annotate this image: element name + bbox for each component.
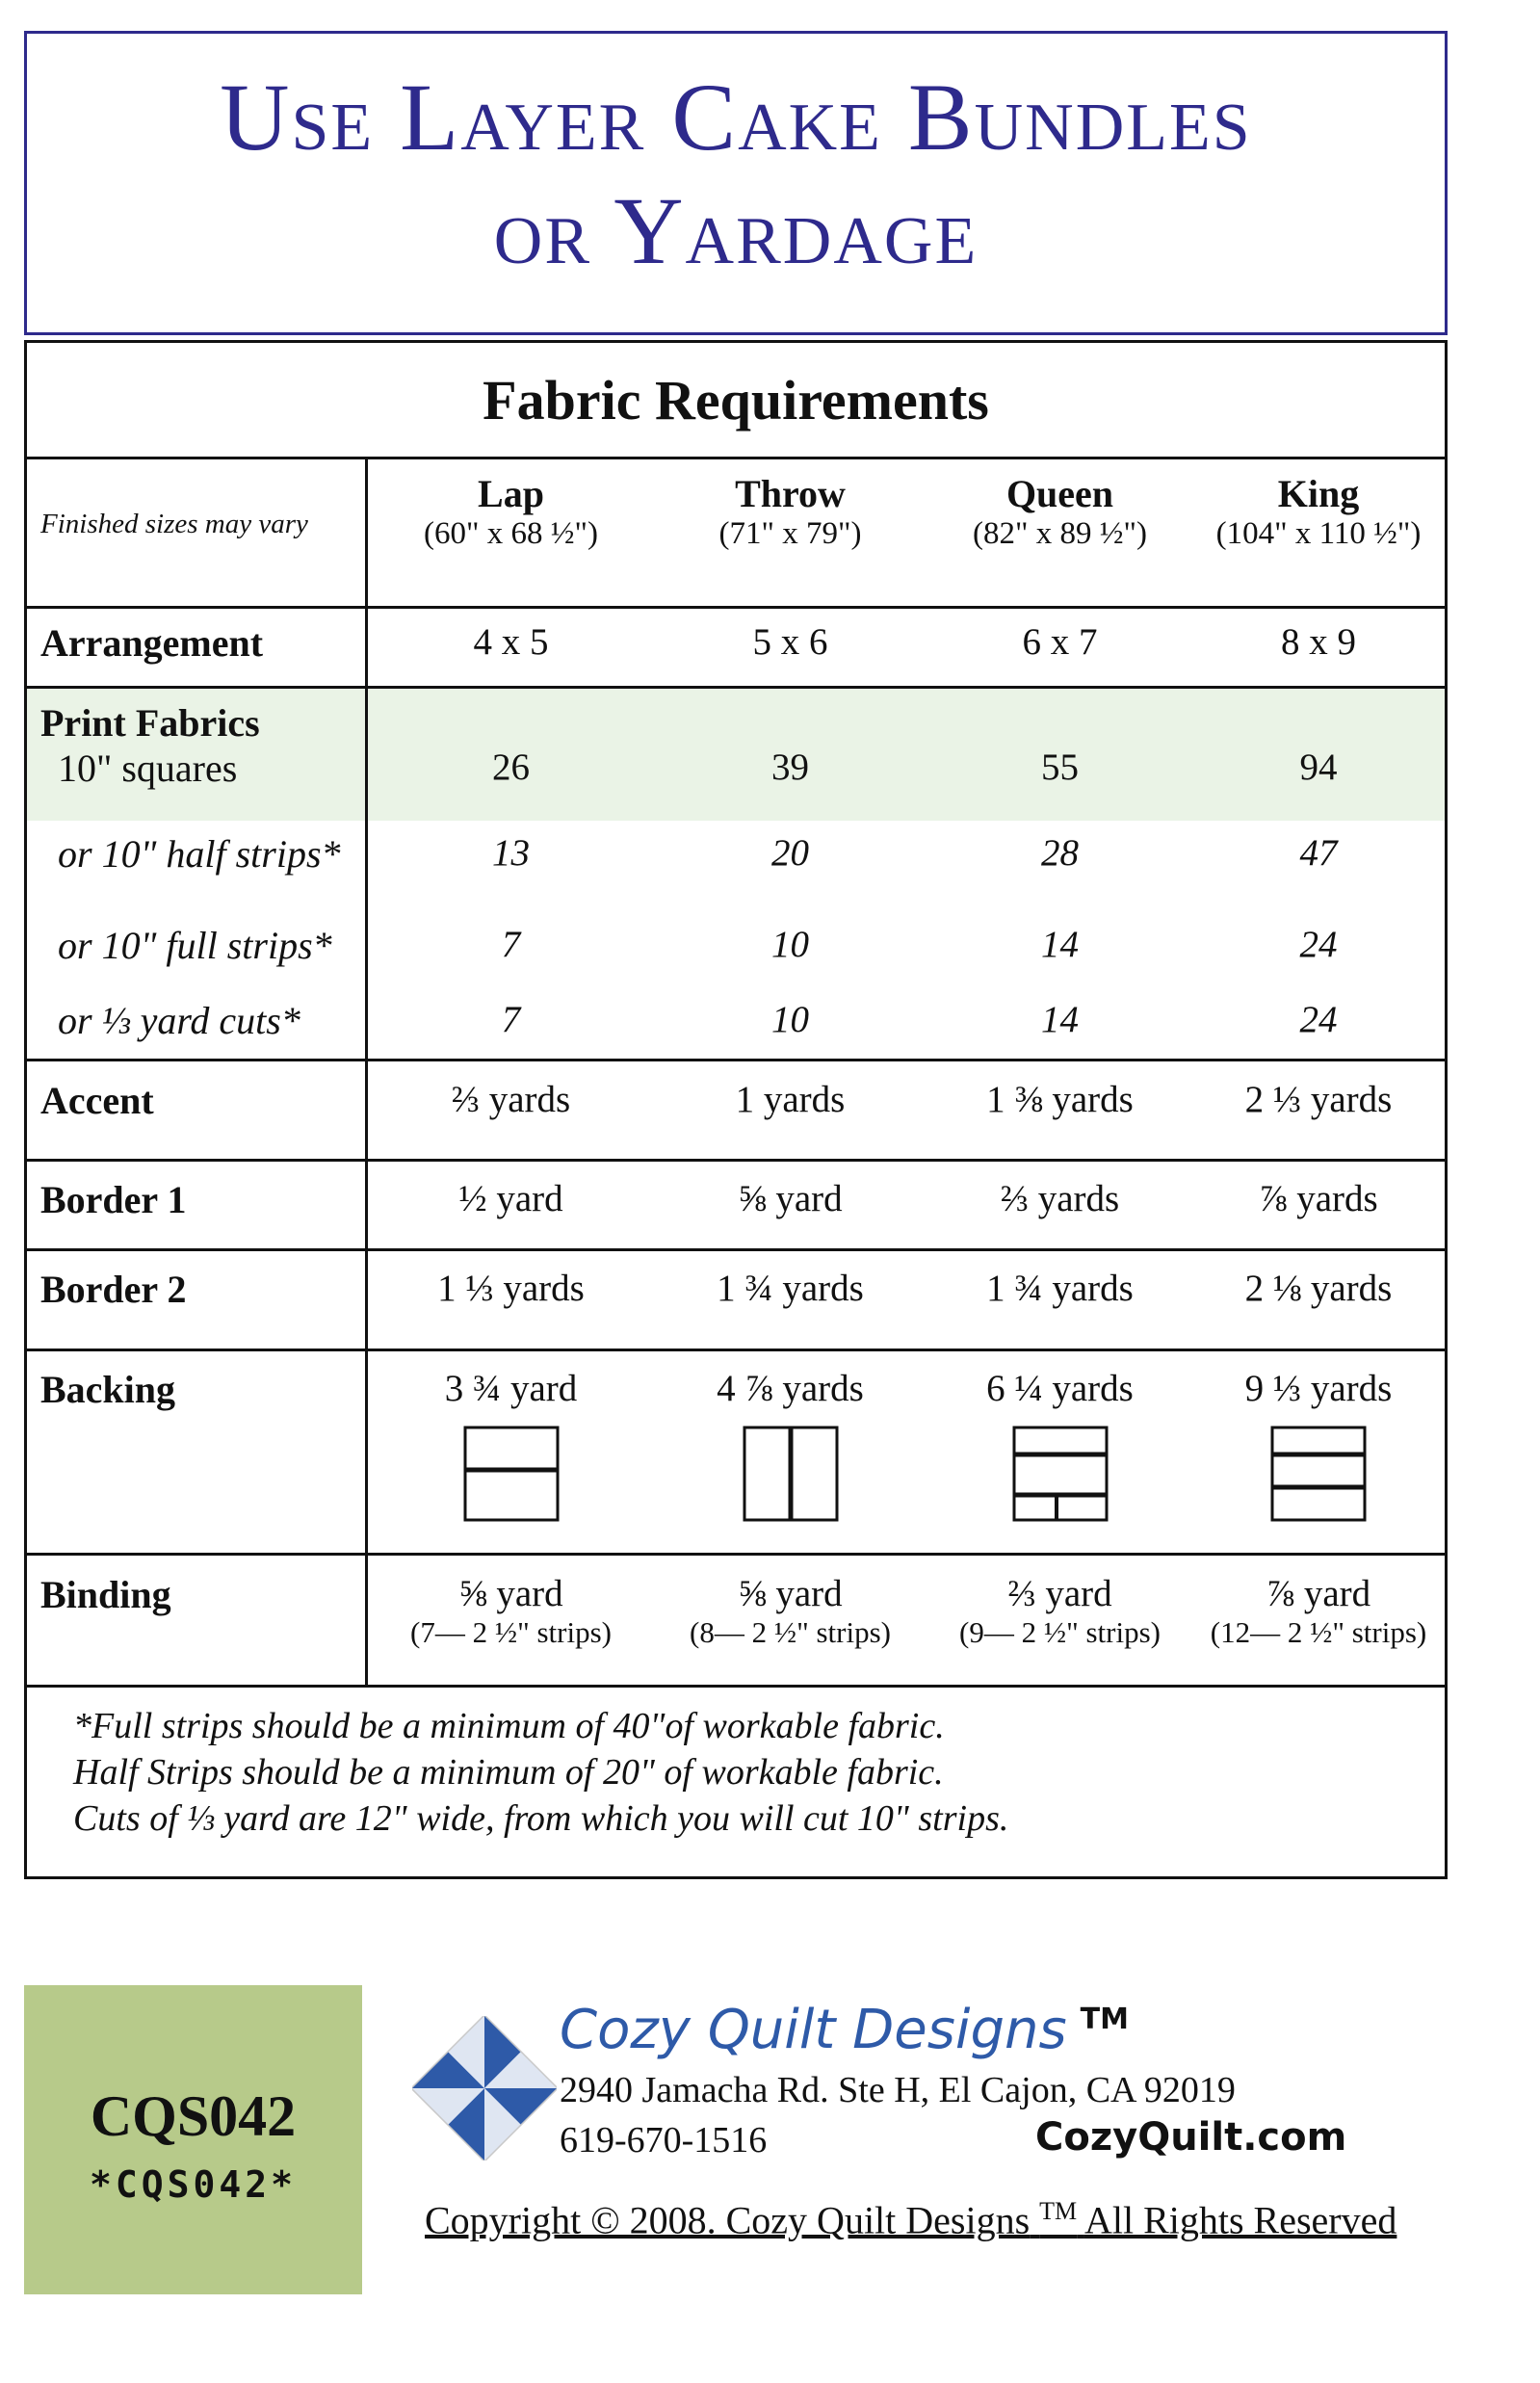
binding-label: Binding <box>40 1573 171 1616</box>
backing-cell-throw <box>653 1367 927 1522</box>
third-yard-label: or ⅓ yard cuts* <box>58 999 300 1042</box>
size-queen <box>927 471 1192 552</box>
accent-value: 1 yards <box>735 1079 846 1120</box>
accent-value: 1 ⅜ yards <box>986 1079 1134 1120</box>
backing-cell-lap <box>369 1367 653 1522</box>
page-title <box>27 61 1445 288</box>
binding-strips: (7— 2 ½" strips) <box>410 1615 612 1649</box>
divider <box>27 1059 1445 1061</box>
border1-value: ⅔ yards <box>1000 1178 1120 1219</box>
product-code: CQS042 <box>90 2084 297 2148</box>
border1-value: ⅝ yard <box>738 1178 843 1219</box>
size-name: Lap <box>478 472 544 515</box>
border1-value: ⅞ yards <box>1259 1178 1378 1219</box>
third-yard-value: 14 <box>1041 999 1079 1040</box>
divider <box>27 686 1445 689</box>
binding-strips: (8— 2 ½" strips) <box>690 1615 891 1649</box>
third-yard-value: 7 <box>501 999 521 1040</box>
half-strips-value: 47 <box>1299 832 1338 874</box>
size-name: King <box>1277 472 1360 515</box>
backing-diagram-icon <box>1012 1426 1109 1522</box>
accent-value: 2 ⅓ yards <box>1244 1079 1393 1120</box>
binding-value: ⅔ yard <box>1007 1573 1112 1614</box>
binding-value: ⅝ yard <box>458 1573 563 1614</box>
squares-value: 94 <box>1299 746 1338 788</box>
binding-strips: (12— 2 ½" strips) <box>1210 1615 1427 1649</box>
third-yard-value: 24 <box>1299 999 1338 1040</box>
squares-label: 10" squares <box>58 746 238 790</box>
binding-strips: (9— 2 ½" strips) <box>959 1615 1161 1649</box>
backing-cell-queen <box>927 1367 1192 1522</box>
divider <box>27 1248 1445 1251</box>
footnote: *Full strips should be a minimum of 40"of workable fabric. <box>73 1706 945 1746</box>
binding-cell-king <box>1192 1572 1445 1650</box>
binding-value: ⅞ yard <box>1266 1573 1371 1614</box>
brand-name <box>560 1999 1129 2061</box>
arrangement-value: 4 x 5 <box>473 621 549 663</box>
binding-value: ⅝ yard <box>738 1573 843 1614</box>
divider <box>27 1349 1445 1351</box>
squares-value: 55 <box>1041 746 1079 788</box>
full-strips-value: 10 <box>771 924 809 965</box>
website-link[interactable]: CozyQuilt.com <box>1035 2115 1347 2160</box>
arrangement-value: 6 x 7 <box>1022 621 1098 663</box>
divider <box>27 1553 1445 1556</box>
binding-cell-throw <box>653 1572 927 1650</box>
accent-value: ⅔ yards <box>451 1079 571 1120</box>
copyright-trademark: TM <box>1039 2197 1078 2225</box>
half-strips-value: 28 <box>1041 832 1079 874</box>
size-king <box>1192 471 1445 552</box>
divider <box>27 457 1445 459</box>
address: 2940 Jamacha Rd. Ste H, El Cajon, CA 92019 <box>560 2070 1236 2110</box>
brand-text: Cozy Quilt Designs <box>560 1999 1067 2061</box>
barcode-text: *CQS042* <box>89 2163 298 2206</box>
border1-label: Border 1 <box>40 1178 187 1221</box>
copyright <box>425 2197 1396 2242</box>
size-dims: (82" x 89 ½") <box>973 516 1147 551</box>
finished-sizes-note: Finished sizes may vary <box>40 509 308 539</box>
trademark: TM <box>1080 2003 1129 2037</box>
half-strips-value: 20 <box>771 832 809 874</box>
size-name: Throw <box>735 472 846 515</box>
rights-text: All Rights Reserved <box>1083 2198 1397 2242</box>
backing-value: 6 ¼ yards <box>986 1368 1134 1409</box>
backing-label: Backing <box>40 1368 176 1411</box>
squares-value: 26 <box>492 746 530 788</box>
accent-label: Accent <box>40 1079 154 1122</box>
size-dims: (104" x 110 ½") <box>1215 516 1422 551</box>
size-throw <box>653 471 927 552</box>
border2-value: 1 ⅓ yards <box>437 1268 585 1309</box>
size-lap <box>369 471 653 552</box>
fabric-requirements-heading: Fabric Requirements <box>483 368 989 432</box>
size-dims: (60" x 68 ½") <box>424 516 598 551</box>
squares-value: 39 <box>771 746 809 788</box>
fabric-requirements-table <box>24 340 1448 1879</box>
arrangement-value: 5 x 6 <box>752 621 828 663</box>
backing-diagram-icon <box>1270 1426 1367 1522</box>
title-line-2: or Yardage <box>493 177 979 284</box>
border1-value: ½ yard <box>458 1178 563 1219</box>
arrangement-label: Arrangement <box>40 621 264 665</box>
border2-value: 1 ¾ yards <box>986 1268 1134 1309</box>
backing-cell-king <box>1192 1367 1445 1522</box>
backing-diagram-icon <box>743 1426 839 1522</box>
title-line-1: Use Layer Cake Bundles <box>220 64 1252 170</box>
full-strips-value: 7 <box>501 924 521 965</box>
divider <box>27 606 1445 609</box>
title-box <box>24 31 1448 335</box>
third-yard-value: 10 <box>771 999 809 1040</box>
border2-value: 2 ⅛ yards <box>1244 1268 1393 1309</box>
binding-cell-queen <box>927 1572 1192 1650</box>
half-strips-value: 13 <box>492 832 530 874</box>
size-name: Queen <box>1005 472 1114 515</box>
backing-value: 4 ⅞ yards <box>717 1368 864 1409</box>
size-dims: (71" x 79") <box>718 516 862 551</box>
full-strips-value: 24 <box>1299 924 1338 965</box>
full-strips-label: or 10" full strips* <box>58 924 332 967</box>
border2-label: Border 2 <box>40 1268 187 1311</box>
backing-diagram-icon <box>463 1426 560 1522</box>
product-code-box <box>24 1985 362 2294</box>
pinwheel-logo-icon <box>412 2016 557 2160</box>
print-fabrics-label: Print Fabrics <box>40 701 260 745</box>
copyright-text: Copyright © 2008. Cozy Quilt Designs <box>425 2198 1031 2242</box>
phone: 619-670-1516 <box>560 2120 768 2160</box>
half-strips-label: or 10" half strips* <box>58 832 341 876</box>
divider <box>27 1159 1445 1162</box>
column-divider <box>365 457 368 1685</box>
footnote: Cuts of ⅓ yard are 12" wide, from which you will cut 10" strips. <box>73 1798 1009 1839</box>
divider <box>27 1685 1445 1688</box>
binding-cell-lap <box>369 1572 653 1650</box>
backing-value: 3 ¾ yard <box>444 1368 578 1409</box>
footnote: Half Strips should be a minimum of 20" of workable fabric. <box>73 1752 944 1793</box>
backing-value: 9 ⅓ yards <box>1244 1368 1393 1409</box>
full-strips-value: 14 <box>1041 924 1079 965</box>
border2-value: 1 ¾ yards <box>717 1268 864 1309</box>
arrangement-value: 8 x 9 <box>1281 621 1356 663</box>
